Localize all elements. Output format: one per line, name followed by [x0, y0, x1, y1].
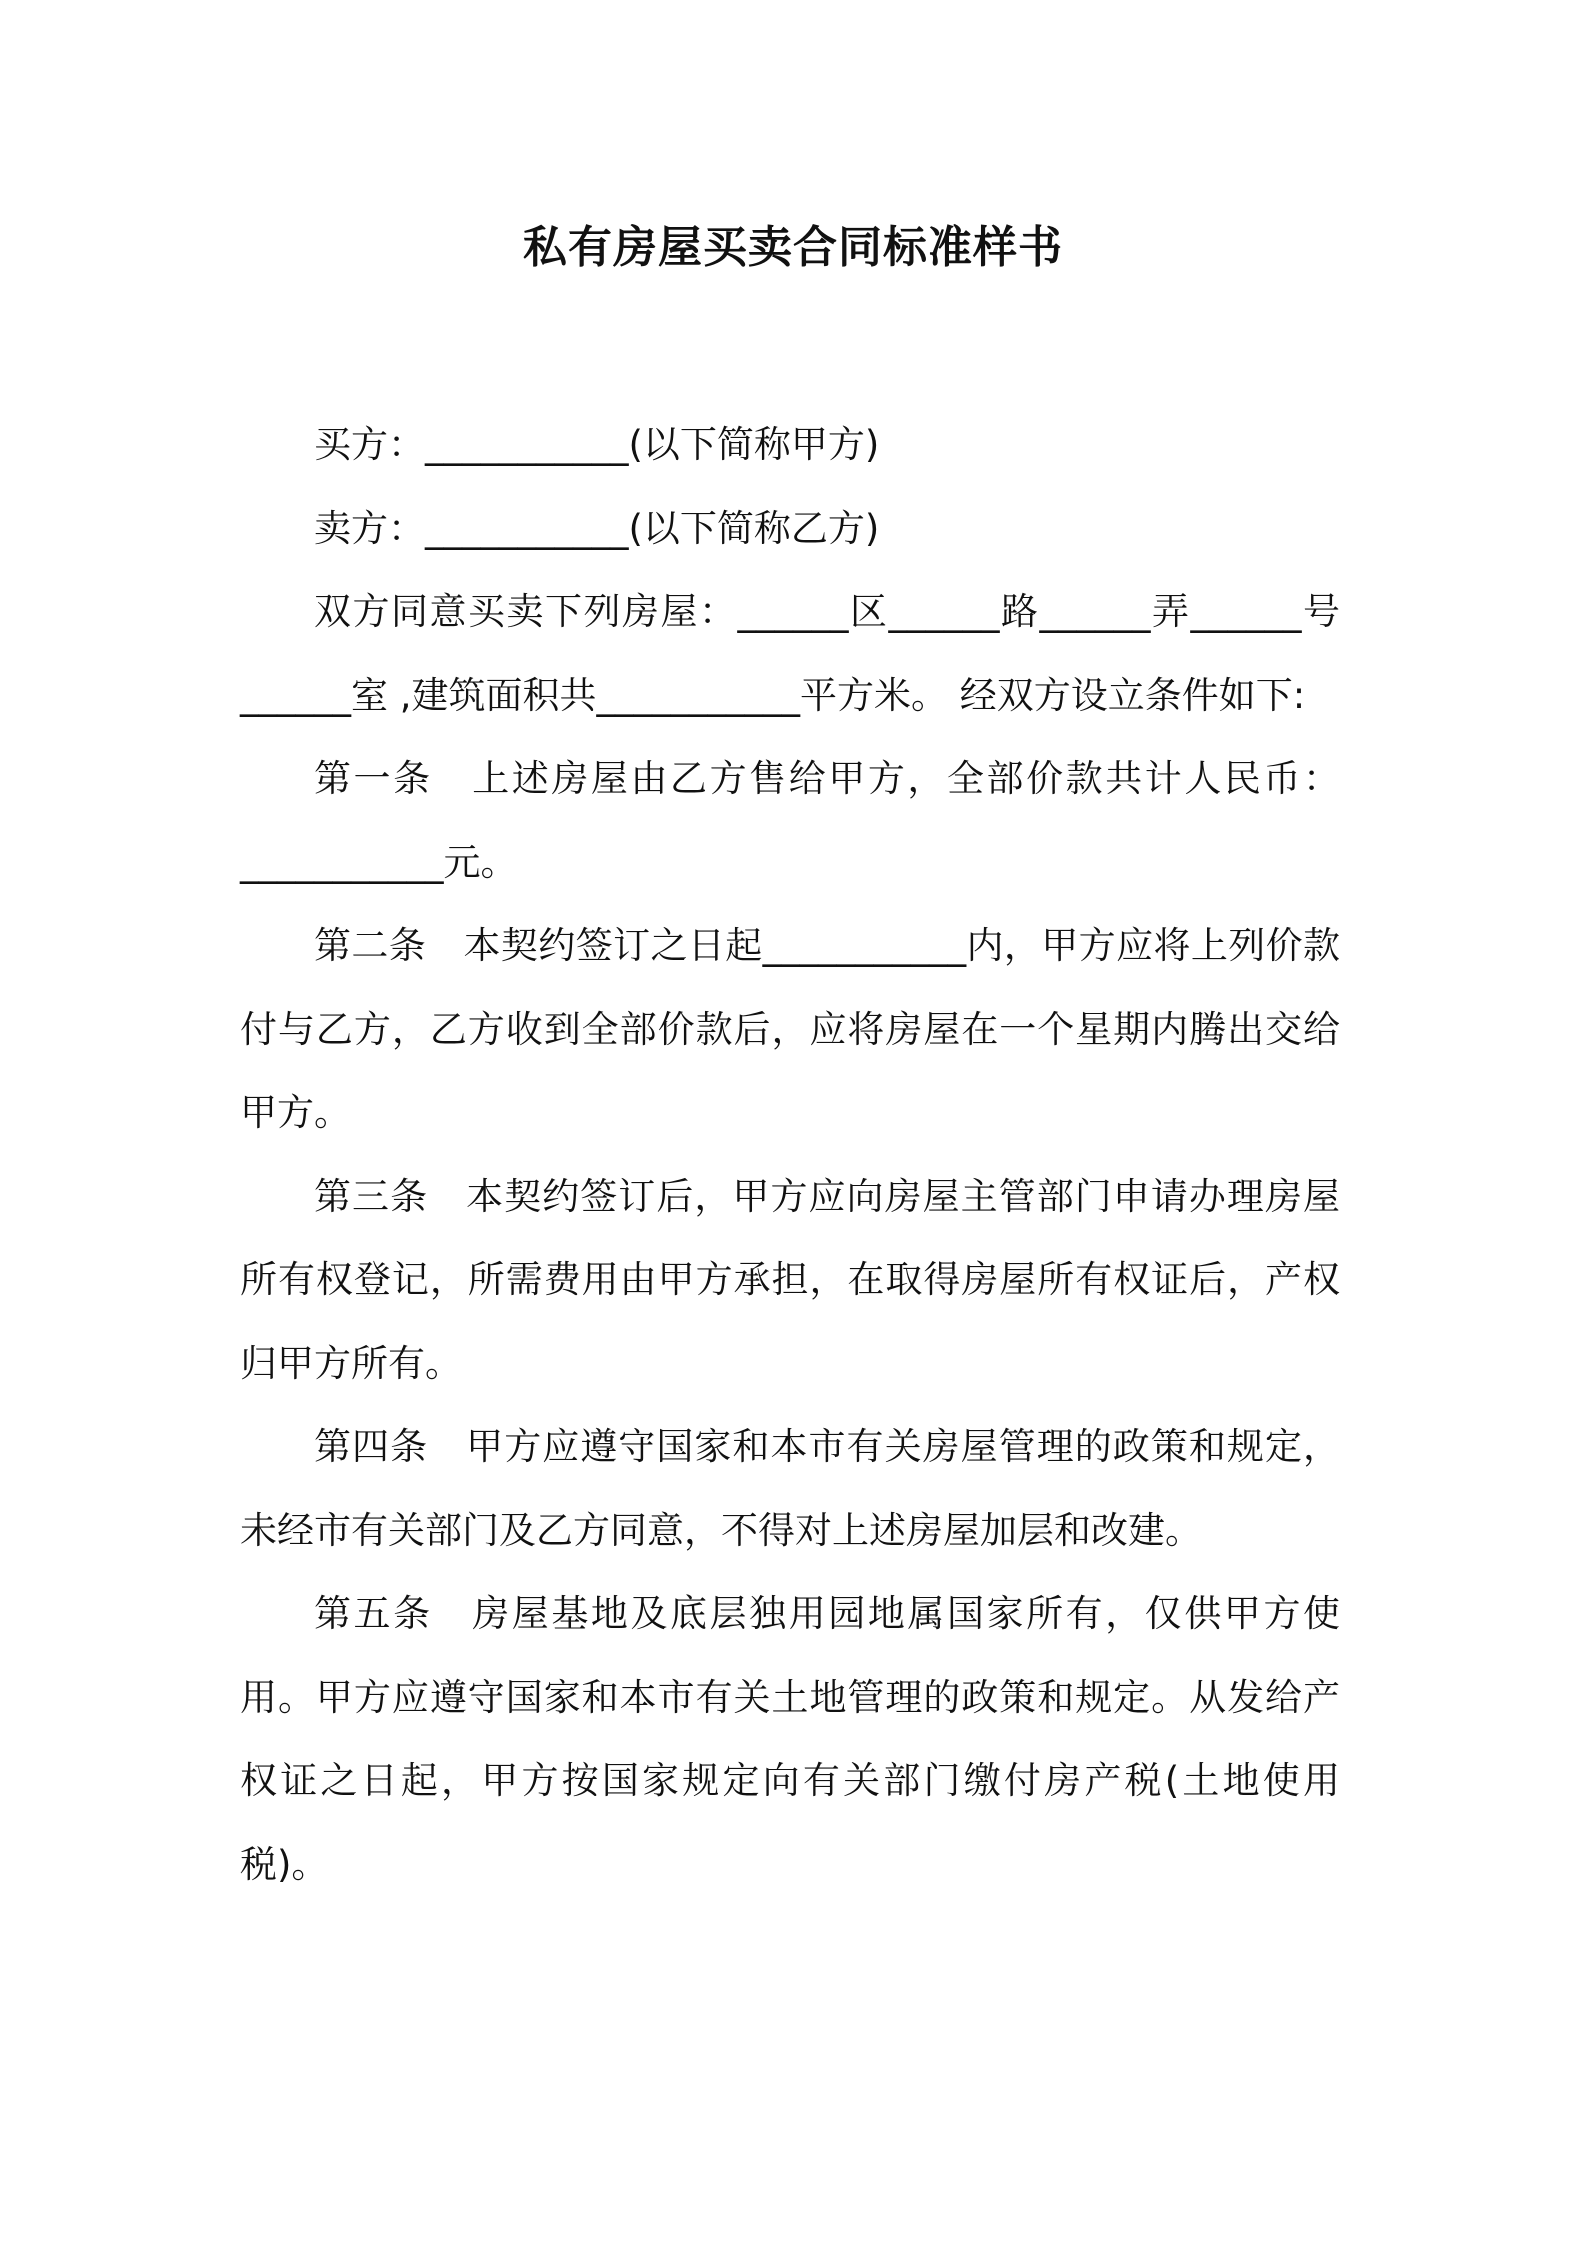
article-1: 第一条 上述房屋由乙方售给甲方，全部价款共计人民币：___________元。 [240, 757, 1340, 884]
article-2: 第二条 本契约签订之日起___________内，甲方应将上列价款付与乙方，乙方收到全部价款后，应将房屋在一个星期内腾出交给甲方。 [240, 924, 1340, 1134]
article-3: 第三条 本契约签订后，甲方应向房屋主管部门申请办理房屋所有权登记，所需费用由甲方承担，在取得房屋所有权证后，产权归甲方所有。 [240, 1174, 1340, 1385]
property-description: 双方同意买卖下列房屋：______区______路______弄______号______室 ,建筑面积共___________平方米。 经双方设立条件如下: [240, 590, 1340, 717]
buyer-line: 买方：___________(以下简称甲方) [314, 423, 880, 466]
article-4: 第四条 甲方应遵守国家和本市有关房屋管理的政策和规定，未经市有关部门及乙方同意，不得对上述房屋加层和改建。 [240, 1425, 1340, 1552]
document-title: 私有房屋买卖合同标准样书 [523, 222, 1063, 273]
document-body [240, 403, 1340, 1906]
article-5: 第五条 房屋基地及底层独用园地属国家所有，仅供甲方使用。甲方应遵守国家和本市有关土地管理的政策和规定。从发给产权证之日起，甲方按国家规定向有关部门缴付房产税(土地使用税)。 [240, 1592, 1340, 1886]
seller-line: 卖方：___________(以下简称乙方) [314, 506, 880, 550]
